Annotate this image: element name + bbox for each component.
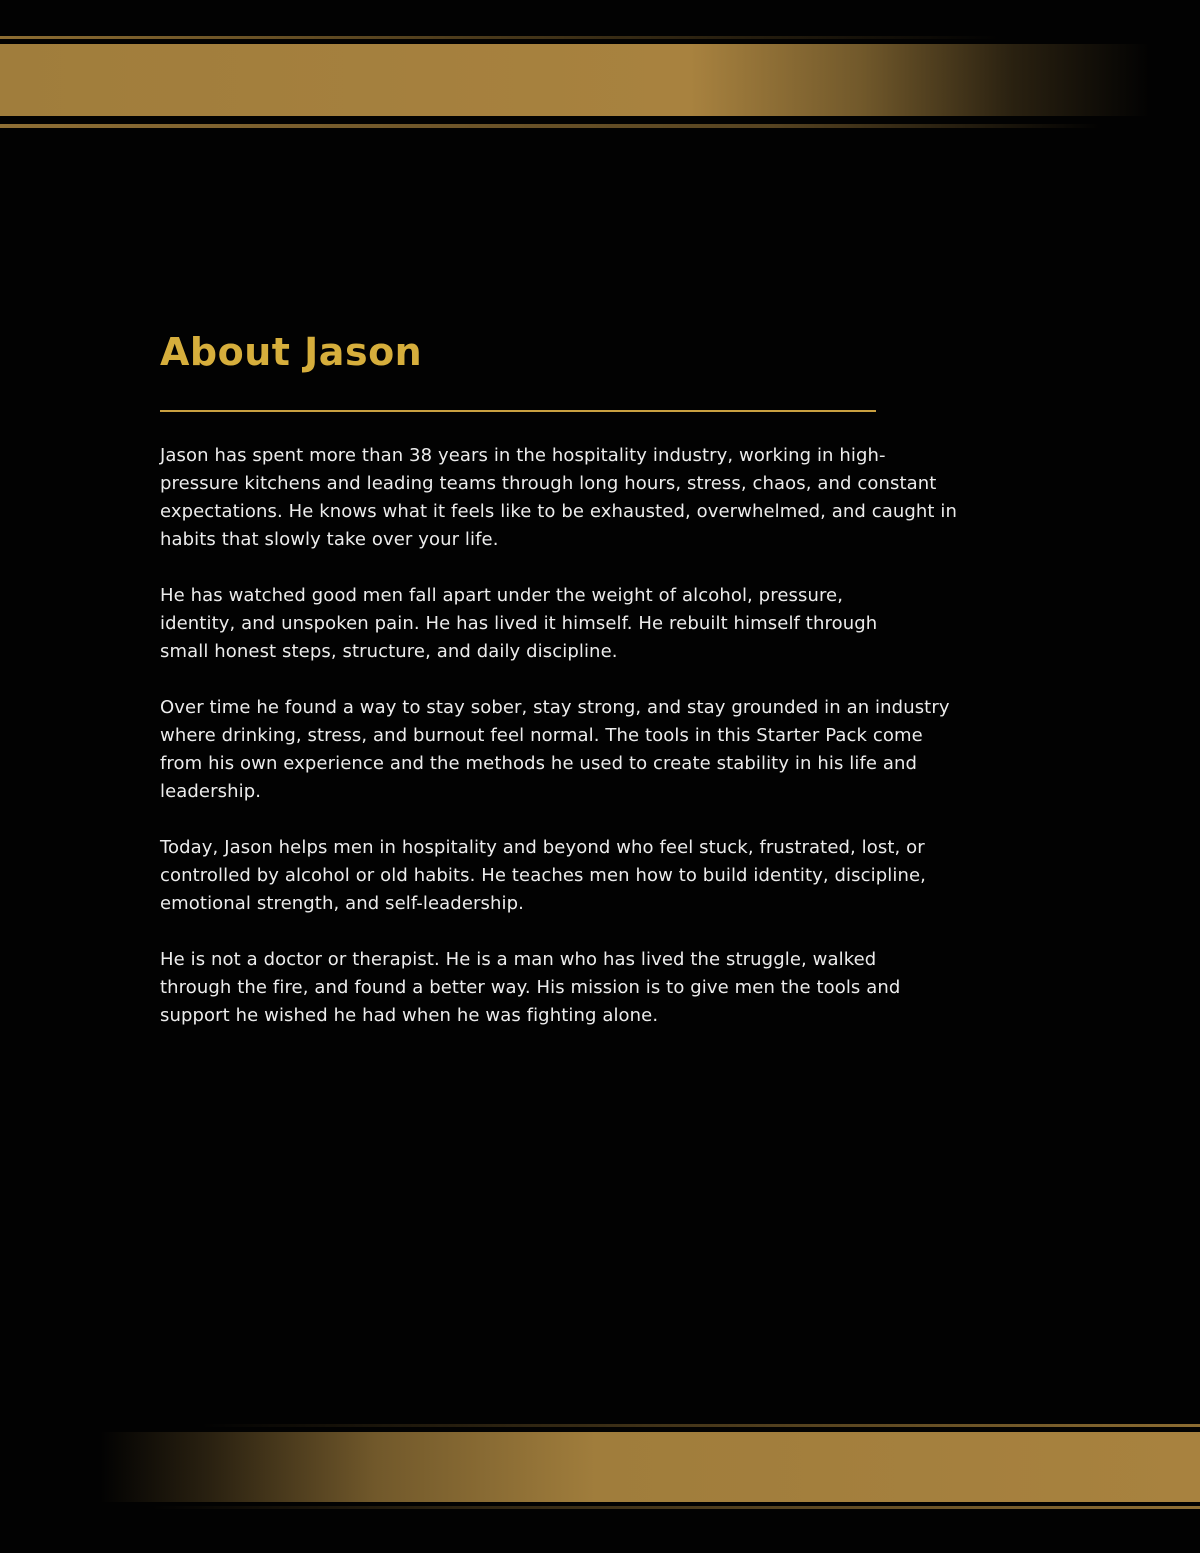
text-line: controlled by alcohol or old habits. He teaches men how to build identity, discipline, xyxy=(160,865,926,886)
text-line: habits that slowly take over your life. xyxy=(160,529,499,550)
text-line: He is not a doctor or therapist. He is a man who has lived the struggle, walked xyxy=(160,949,877,970)
text-line: through the fire, and found a better way. His mission is to give men the tools and xyxy=(160,977,901,998)
bio-text xyxy=(160,442,957,1058)
title-divider xyxy=(160,410,876,412)
text-line: small honest steps, structure, and daily discipline. xyxy=(160,641,618,662)
page-title: About Jason xyxy=(160,330,423,374)
text-line: He has watched good men fall apart under the weight of alcohol, pressure, xyxy=(160,585,844,606)
text-line: pressure kitchens and leading teams through long hours, stress, chaos, and constant xyxy=(160,473,937,494)
bio-paragraph xyxy=(160,582,957,666)
text-line: emotional strength, and self-leadership. xyxy=(160,893,524,914)
text-line: identity, and unspoken pain. He has lived it himself. He rebuilt himself through xyxy=(160,613,878,634)
top-brush-stroke-line xyxy=(0,36,1000,39)
bottom-brush-stroke xyxy=(100,1432,1200,1502)
bottom-brush-stroke-line xyxy=(150,1506,1200,1509)
bio-paragraph xyxy=(160,694,957,806)
text-line: from his own experience and the methods he used to create stability in his life and xyxy=(160,753,918,774)
text-line: where drinking, stress, and burnout feel normal. The tools in this Starter Pack come xyxy=(160,725,923,746)
text-line: expectations. He knows what it feels like to be exhausted, overwhelmed, and caught in xyxy=(160,501,957,522)
bio-paragraph xyxy=(160,946,957,1030)
bio-paragraph xyxy=(160,834,957,918)
text-line: Today, Jason helps men in hospitality and beyond who feel stuck, frustrated, lost, or xyxy=(160,837,925,858)
bio-paragraph xyxy=(160,442,957,554)
text-line: Over time he found a way to stay sober, stay strong, and stay grounded in an industry xyxy=(160,697,950,718)
bottom-brush-stroke-line xyxy=(200,1424,1200,1427)
text-line: leadership. xyxy=(160,781,262,802)
top-brush-stroke-line xyxy=(0,124,1100,128)
top-brush-stroke xyxy=(0,44,1150,116)
text-line: Jason has spent more than 38 years in the hospitality industry, working in high- xyxy=(160,445,886,466)
text-line: support he wished he had when he was fighting alone. xyxy=(160,1005,659,1026)
